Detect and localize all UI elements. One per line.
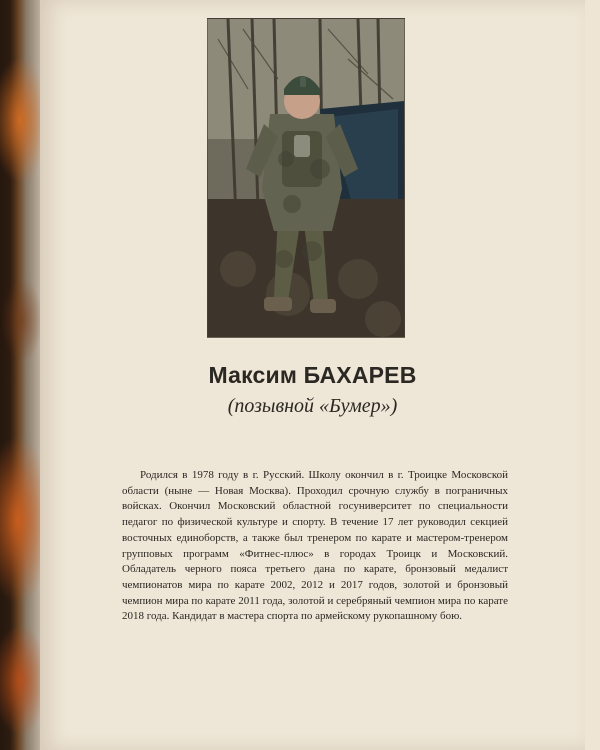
document-page [40,0,585,750]
person-callsign: (позывной «Бумер») [227,395,398,417]
person-name: Максим БАХАРЕВ [208,362,417,388]
biography-text: Родился в 1978 году в г. Русский. Школу окончил в г. Троицке Московской области (ныне — Новая Москва). Проходил срочную службу в пограничных войсках. Окончил Московский областной госуниверситет по специальности педагог по физической культуре и спорту. В течение 17 лет руководил секцией восточных единоборств, а также был тренером по карате и мастером-тренером групповых программ «Фитнес-плюс» в городах Троицк и Московский. Обладатель черного пояса третьего дана по карате, бронзовый медалист чемпионатов мира по карате 2002, 2012 и 2017 годов, золотой и бронзовый чемпион мира по карате 2011 года, золотой и серебряный чемпион мира по карате 2018 года. Кандидат в мастера спорта по армейскому рукопашному бою. [122,469,508,623]
portrait-photo [207,18,405,338]
